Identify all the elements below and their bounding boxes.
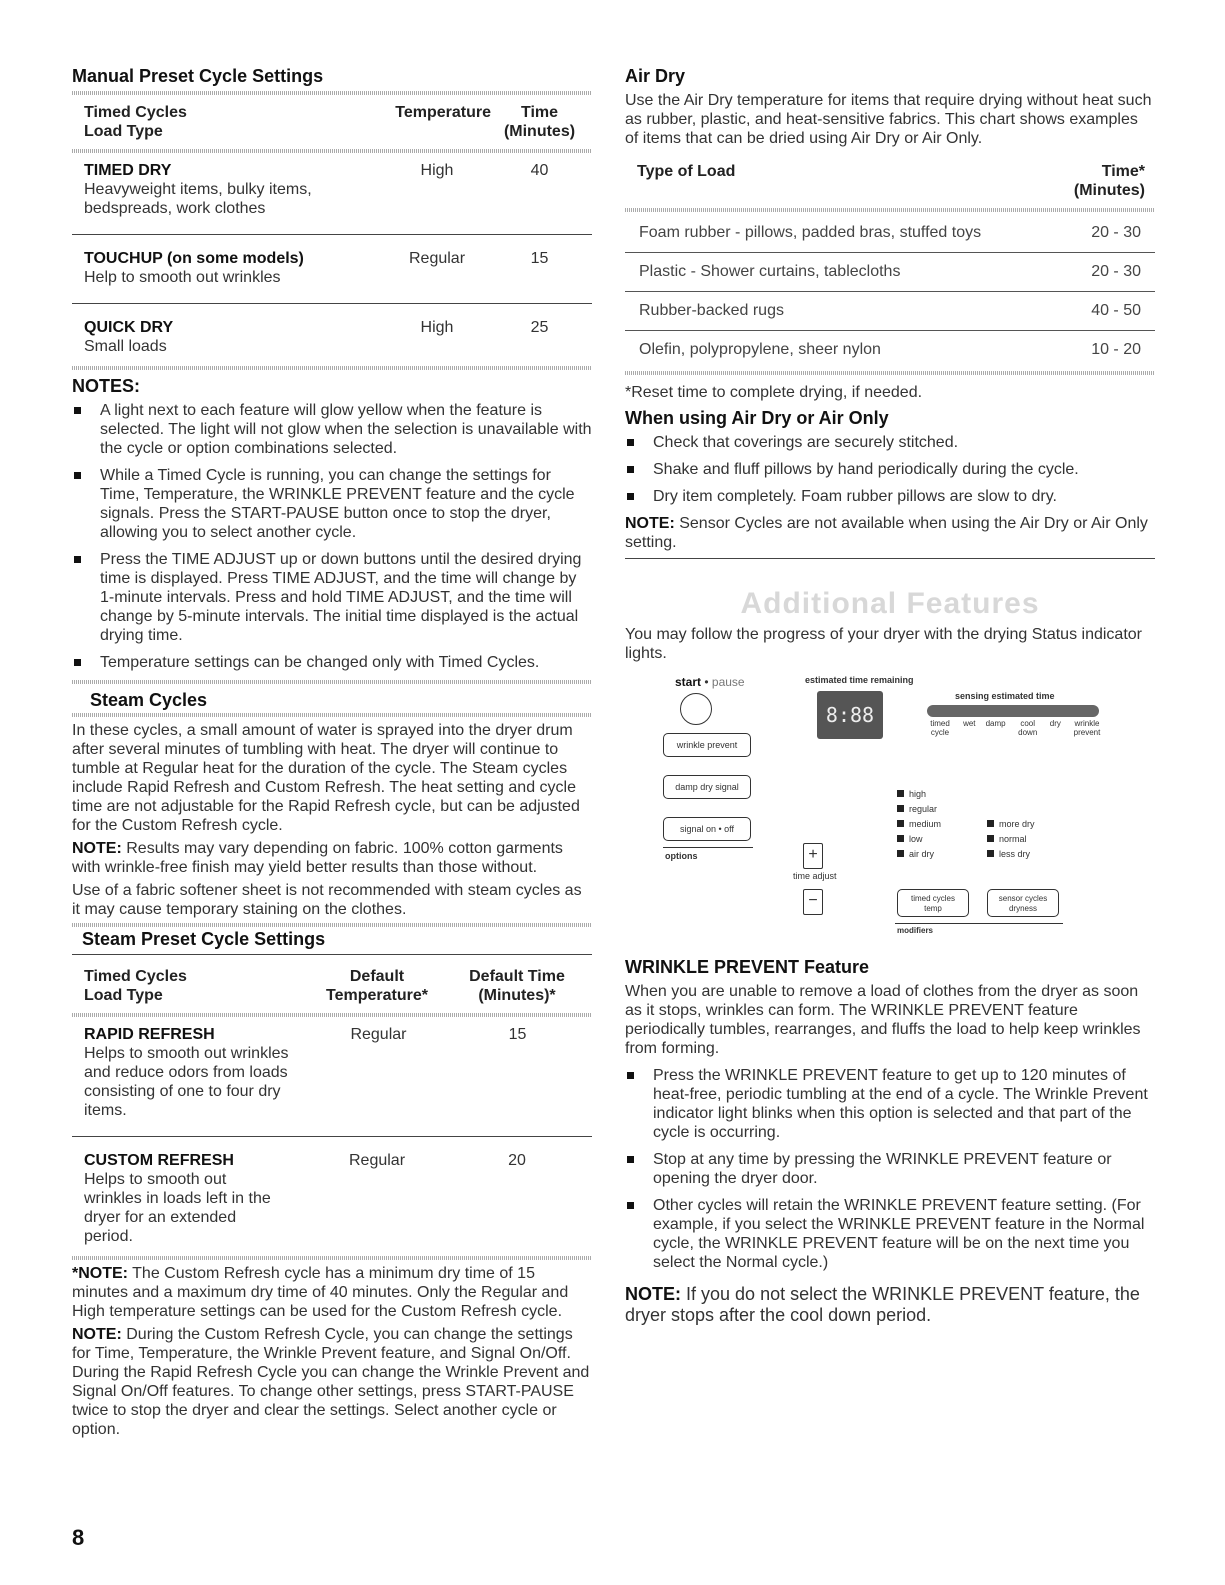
table-row [625, 292, 1155, 331]
right-column [625, 66, 1155, 1326]
load-time: 10 - 20 [1091, 341, 1141, 358]
air-dry-title: Air Dry [625, 66, 686, 86]
cycle-desc: Small loads [84, 338, 167, 355]
status-timed-cycle: timed cycle [930, 719, 950, 737]
divider [72, 303, 592, 304]
cycle-name: RAPID REFRESH [84, 1026, 215, 1043]
divider [625, 371, 1155, 375]
dryness-label: dryness [1008, 904, 1037, 913]
wrinkle-prevent-button[interactable]: wrinkle prevent [663, 733, 751, 757]
temp-air-dry: air dry [897, 849, 934, 859]
divider [72, 149, 592, 153]
using-list [625, 433, 1155, 506]
header-time: Time* [1101, 163, 1145, 180]
cycle-desc: Heavyweight items, bulky items, bedspreads, work clothes [84, 181, 312, 217]
modifiers-rule [895, 923, 1063, 924]
time-adjust-label: time adjust [793, 871, 837, 881]
time-down-button[interactable]: − [803, 889, 823, 915]
steam-preset-title: Steam Preset Cycle Settings [82, 929, 326, 949]
temp-medium: medium [897, 819, 941, 829]
notes-list [72, 401, 592, 672]
header-minutes: (Minutes) [503, 123, 576, 140]
status-damp: damp [985, 719, 1006, 728]
left-column [72, 66, 592, 1443]
time-display: 8:88 [817, 691, 883, 739]
page-number: 8 [72, 1525, 85, 1550]
divider [72, 713, 592, 717]
control-panel-diagram: start • pause wrinkle prevent damp dry signal signal on • off options estimated time remaining 8:88 sensing estimated time timed cycle wet damp cool down dry wrinkle prevent high regular medium low air dry more dry normal less dry + time adjust − timed cycles temp sensor cycles dryness modifiers [625, 671, 1155, 951]
additional-features-title: Additional Features [740, 587, 1040, 620]
sensor-cycles-button[interactable] [987, 889, 1059, 917]
list-item: Stop at any time by pressing the WRINKLE PREVENT feature or opening the dryer door. [625, 1150, 1155, 1188]
additional-features-paragraph: You may follow the progress of your dryer with the drying Status indicator lights. [625, 626, 1142, 662]
dryness-less: less dry [987, 849, 1030, 859]
steam-cycles-title: Steam Cycles [90, 690, 208, 710]
list-item: A light next to each feature will glow yellow when the feature is selected. The light will not glow when the selection is unavailable with the cycle or option combinations selected. [72, 401, 592, 458]
list-item: Other cycles will retain the WRINKLE PREVENT feature setting. (For example, if you select the WRINKLE PREVENT feature in the Normal cycle, the WRINKLE PREVENT feature will be on the next time you select the Normal cycle.) [625, 1196, 1155, 1272]
wrinkle-prevent-list [625, 1066, 1155, 1272]
estimated-time-label: estimated time remaining [805, 675, 914, 685]
header-minutes: (Minutes)* [478, 987, 556, 1004]
cycle-time: 15 [508, 1026, 527, 1043]
note-label: NOTE: [625, 515, 675, 532]
cycle-temp: Regular [408, 250, 466, 267]
list-item: Press the TIME ADJUST up or down buttons until the desired drying time is displayed. Press TIME ADJUST, and the time will change by 1-minute intervals. Press and hold TIME ADJUST, and the time will change by 5-minute intervals. The initial time displayed is the actual drying time. [72, 550, 592, 645]
pause-label: pause [711, 675, 745, 689]
table-row [72, 243, 592, 295]
header-timed-cycles: Timed Cycles [84, 968, 187, 985]
options-rule [663, 847, 753, 848]
notes-title: NOTES: [72, 376, 141, 396]
list-item: Check that coverings are securely stitched. [625, 433, 1155, 452]
table-row [72, 1145, 592, 1254]
status-bar [927, 705, 1099, 717]
temp-high: high [897, 789, 926, 799]
steam-note: Results may vary depending on fabric. 100% cotton garments with wrinkle-free finish may yield better results than those without. [72, 840, 563, 876]
air-dry-paragraph: Use the Air Dry temperature for items that require drying without heat such as rubber, plastic, and heat-sensitive fabrics. This chart shows examples of items that can be dried using Air Dry or Air Only. [625, 92, 1152, 147]
load-type: Rubber-backed rugs [639, 302, 784, 319]
divider [72, 1256, 592, 1260]
temp-regular: regular [897, 804, 937, 814]
header-temperature: Temperature* [326, 987, 428, 1004]
list-item: Press the WRINKLE PREVENT feature to get up to 120 minutes of heat-free, periodic tumbling at the end of a cycle. The Wrinkle Prevent indicator light blinks when this option is selected and that part of the cycle is occurring. [625, 1066, 1155, 1142]
cycle-name: CUSTOM REFRESH [84, 1152, 234, 1169]
note-label: NOTE: [625, 1284, 681, 1304]
table-row [625, 331, 1155, 369]
dryness-more: more dry [987, 819, 1035, 829]
cycle-temp: Regular [348, 1152, 406, 1169]
table-row [72, 312, 592, 364]
cycle-temp: High [420, 162, 454, 179]
status-cool-down: cool down [1018, 719, 1038, 737]
load-time: 20 - 30 [1091, 263, 1141, 280]
steam-paragraph: In these cycles, a small amount of water is sprayed into the dryer drum after several minutes of tumbling with heat. The dryer will continue to tumble at Regular heat for the duration of the cycle. The Steam cycles include Rapid Refresh and Custom Refresh. The heat setting and cycle time are not adjustable for the Rapid Refresh cycle, but can be adjusted for the Custom Refresh cycle. [72, 722, 580, 834]
modifiers-label: modifiers [897, 926, 934, 935]
start-pause-button[interactable] [680, 693, 712, 725]
divider [625, 558, 1155, 559]
sensor-cycles-label: sensor cycles [998, 894, 1048, 903]
header-default: Default [349, 968, 405, 985]
timed-cycles-label: timed cycles [910, 894, 955, 903]
note-label: NOTE: [72, 840, 122, 857]
options-label: options [665, 851, 698, 861]
wrinkle-prevent-paragraph: When you are unable to remove a load of clothes from the dryer as soon as it stops, wrinkles can form. The WRINKLE PREVENT feature periodically tumbles, rearranges, and fluffs the load to help keep wrinkles from forming. [625, 983, 1141, 1057]
header-type-of-load: Type of Load [637, 163, 736, 180]
divider [72, 91, 592, 95]
final-note: If you do not select the WRINKLE PREVENT feature, the dryer stops after the cool down period. [625, 1284, 1140, 1325]
dryness-normal: normal [987, 834, 1027, 844]
manual-preset-title: Manual Preset Cycle Settings [72, 66, 324, 86]
when-using-title: When using Air Dry or Air Only [625, 408, 889, 428]
divider [72, 1136, 592, 1137]
header-time: Time [520, 104, 559, 121]
load-type: Plastic - Shower curtains, tablecloths [639, 263, 901, 280]
cycle-temp: Regular [350, 1026, 407, 1043]
steam-paragraph-2: Use of a fabric softener sheet is not recommended with steam cycles as it may cause temporary staining on the clothes. [72, 882, 582, 918]
cycle-name: TOUCHUP (on some models) [84, 250, 304, 267]
divider [72, 954, 592, 955]
temp-low: low [897, 834, 923, 844]
damp-dry-signal-button[interactable]: damp dry signal [663, 775, 751, 799]
header-default-time: Default Time [469, 968, 565, 985]
divider [72, 1013, 592, 1017]
status-dry: dry [1049, 719, 1061, 728]
air-table-header [625, 152, 1155, 206]
manual-table-header [72, 97, 592, 147]
header-timed-cycles: Timed Cycles [84, 104, 187, 121]
header-temperature: Temperature [395, 104, 491, 121]
load-time: 40 - 50 [1091, 302, 1141, 319]
time-up-button[interactable]: + [803, 843, 823, 869]
cycle-desc: Help to smooth out wrinkles [84, 269, 281, 286]
sensor-note: Sensor Cycles are not available when using the Air Dry or Air Only setting. [625, 515, 1148, 551]
list-item: While a Timed Cycle is running, you can change the settings for Time, Temperature, the WRINKLE PREVENT feature and the cycle signals. Press the START-PAUSE button once to stop the dryer, allowing you to select another cycle. [72, 466, 592, 542]
table-row [72, 1019, 592, 1128]
temp-label: temp [924, 904, 942, 913]
divider [72, 923, 592, 927]
cycle-name: TIMED DRY [84, 162, 172, 179]
divider [72, 234, 592, 235]
load-time: 20 - 30 [1091, 224, 1141, 241]
timed-cycles-button[interactable] [897, 889, 969, 917]
divider [72, 680, 592, 684]
cycle-name: QUICK DRY [84, 319, 174, 336]
cycle-time: 20 [508, 1152, 526, 1169]
load-type: Olefin, polypropylene, sheer nylon [639, 341, 881, 358]
start-label: start [675, 675, 702, 689]
custom-refresh-note: The Custom Refresh cycle has a minimum dry time of 15 minutes and a maximum dry time of 40 minutes. Only the Regular and High temperature settings can be used for the Custom Refresh cycle. [72, 1265, 569, 1320]
cycle-temp: High [420, 319, 454, 336]
header-minutes: (Minutes) [1073, 182, 1145, 199]
status-wrinkle-prevent: wrinkle prevent [1073, 719, 1101, 737]
wrinkle-prevent-title: WRINKLE PREVENT Feature [625, 957, 870, 977]
note-label: NOTE: [72, 1326, 122, 1343]
cycle-time: 40 [530, 162, 549, 179]
table-row [625, 253, 1155, 292]
header-load-type: Load Type [84, 987, 163, 1004]
sensing-label: sensing estimated time [955, 691, 1055, 701]
divider [625, 208, 1155, 212]
cycle-time: 25 [530, 319, 549, 336]
signal-on-off-button[interactable]: signal on • off [663, 817, 751, 841]
cycle-desc: Helps to smooth out wrinkles in loads left in the dryer for an extended period. [84, 1171, 271, 1245]
load-type: Foam rubber - pillows, padded bras, stuffed toys [639, 224, 982, 241]
cycle-time: 15 [530, 250, 549, 267]
steam-table-header [72, 961, 592, 1011]
list-item: Temperature settings can be changed only with Timed Cycles. [72, 653, 592, 672]
cycle-desc: Helps to smooth out wrinkles and reduce odors from loads consisting of one to four dry items. [84, 1045, 289, 1119]
custom-refresh-settings-note: During the Custom Refresh Cycle, you can change the settings for Time, Temperature, the Wrinkle Prevent feature, and Signal On/Off. During the Rapid Refresh Cycle you can change the Wrinkle Prevent and Signal On/Off features. To change other settings, press START-PAUSE twice to stop the dryer and clear the settings. Select another cycle or option. [72, 1326, 590, 1438]
table-row [72, 155, 592, 226]
reset-note: *Reset time to complete drying, if needed. [625, 384, 923, 401]
note-label: *NOTE: [72, 1265, 128, 1282]
table-row [625, 214, 1155, 253]
list-item: Shake and fluff pillows by hand periodically during the cycle. [625, 460, 1155, 479]
divider [72, 366, 592, 370]
list-item: Dry item completely. Foam rubber pillows are slow to dry. [625, 487, 1155, 506]
header-load-type: Load Type [84, 123, 163, 140]
status-wet: wet [963, 719, 976, 728]
